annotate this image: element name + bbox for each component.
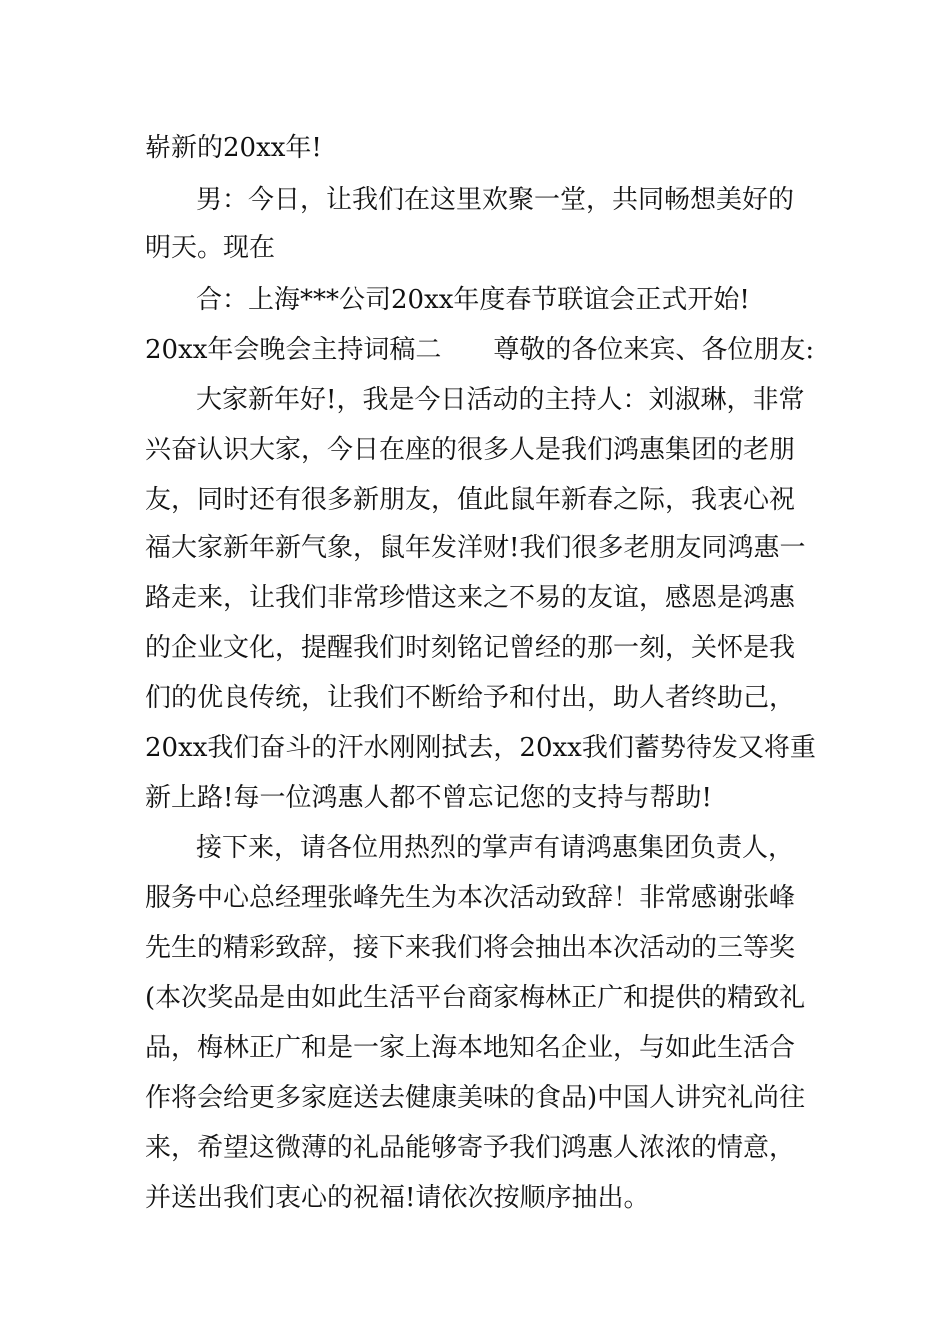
- text-line: 友，同时还有很多新朋友，值此鼠年新春之际，我衷心祝: [145, 485, 796, 515]
- text-line: 福大家新年新气象，鼠年发洋财!我们很多老朋友同鸿惠一: [145, 533, 806, 563]
- text-line: 20xx我们奋斗的汗水刚刚拭去，20xx我们蓄势待发又将重: [145, 733, 816, 763]
- text-line: 大家新年好!，我是今日活动的主持人：刘淑琳，非常: [196, 385, 805, 415]
- text-line: (本次奖品是由如此生活平台商家梅林正广和提供的精致礼: [145, 983, 806, 1013]
- text-line: 先生的精彩致辞，接下来我们将会抽出本次活动的三等奖: [145, 933, 796, 963]
- text-line: 20xx年会晚会主持词稿二 尊敬的各位来宾、各位朋友:: [145, 335, 815, 365]
- text-line: 来，希望这微薄的礼品能够寄予我们鸿惠人浓浓的情意，: [145, 1133, 796, 1163]
- text-line: 并送出我们衷心的祝福!请依次按顺序抽出。: [145, 1183, 650, 1213]
- text-line: 们的优良传统，让我们不断给予和付出，助人者终助己，: [145, 683, 796, 713]
- text-line: 的企业文化，提醒我们时刻铭记曾经的那一刻，关怀是我: [145, 633, 796, 663]
- text-line: 作将会给更多家庭送去健康美味的食品)中国人讲究礼尚往: [145, 1083, 806, 1113]
- text-line: 服务中心总经理张峰先生为本次活动致辞！非常感谢张峰: [145, 883, 796, 913]
- text-line: 崭新的20xx年!: [145, 133, 322, 163]
- text-line: 兴奋认识大家，今日在座的很多人是我们鸿惠集团的老朋: [145, 435, 796, 465]
- text-line: 接下来，请各位用热烈的掌声有请鸿惠集团负责人，: [196, 833, 795, 863]
- text-line: 路走来，让我们非常珍惜这来之不易的友谊，感恩是鸿惠: [145, 583, 796, 613]
- text-line: 男：今日，让我们在这里欢聚一堂，共同畅想美好的: [196, 185, 795, 215]
- text-line: 品，梅林正广和是一家上海本地知名企业，与如此生活合: [145, 1033, 796, 1063]
- text-line: 新上路!每一位鸿惠人都不曾忘记您的支持与帮助!: [145, 783, 712, 813]
- text-line: 明天。现在: [145, 233, 276, 263]
- text-line: 合：上海***公司20xx年度春节联谊会正式开始!: [196, 285, 750, 315]
